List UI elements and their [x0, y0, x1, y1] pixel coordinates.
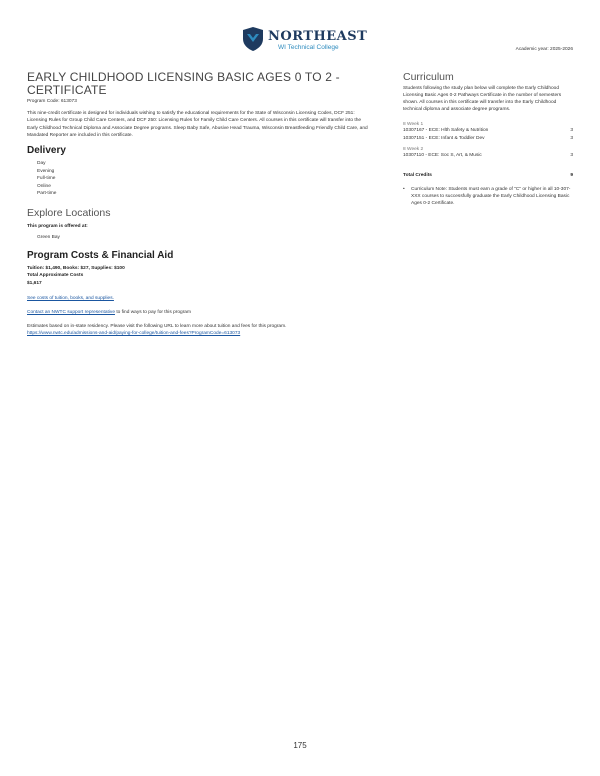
- program-column: [27, 71, 369, 337]
- estimate-note: Estimates based on in-state residency. Please visit the following URL to learn more about tuition and fees for this program.: [27, 324, 287, 330]
- shield-logo-icon: [242, 26, 264, 52]
- course-row: [403, 127, 573, 135]
- location-item: Green Bay: [37, 234, 60, 240]
- curriculum-intro: Students following the study plan below will complete the Early Childhood Licensing Basic Ages 0-2 Pathways Certificate in the number of semesters shown. All courses in this certificate will transfer into the Early Childhood technical diploma and associate degree programs.: [403, 86, 562, 112]
- term-label: 8 Week 2: [403, 147, 424, 152]
- total-credits-value: 9: [570, 172, 573, 178]
- total-cost-label: Total Approximate Costs: [27, 273, 84, 279]
- curriculum-column: [403, 71, 573, 207]
- course-credits: 3: [570, 135, 573, 141]
- course-name: 10307151 - ECE: Infant & Toddler Dev: [403, 135, 485, 141]
- delivery-item: Online: [37, 183, 51, 189]
- total-credits-label: Total Credits: [403, 172, 432, 178]
- delivery-item: Evening: [37, 168, 55, 174]
- delivery-item: Day: [37, 161, 46, 167]
- program-description: This nine-credit certificate is designed for individuals wishing to satisfy the educational requirements for the State of Wisconsin Licensing Codes, DCF 251: Licensing Rules for Group Child Care Centers, and DCF 250: Licensing Rules for Family Child Care Centers. All courses in this certificate will transfer into the Early Childhood Technical Diploma and Associate Degree programs. Sleep Baby Safe, Abusive Head Trauma, Wisconsin Breastfeeding Friendly Child Care, and Mandated Reporter are included in this certificate.: [27, 111, 368, 138]
- contact-support-link[interactable]: Contact an NWTC support representative: [27, 310, 115, 316]
- academic-year: Academic year: 2025-2026: [515, 47, 573, 52]
- program-code: Program Code: 613073: [27, 99, 77, 104]
- offered-at-label: This program is offered at:: [27, 223, 88, 229]
- total-cost-value: $1,617: [27, 280, 42, 286]
- course-name: 10307167 - ECE: Hlth Safety & Nutrition: [403, 128, 489, 133]
- location-list: [37, 235, 369, 240]
- curriculum-heading: Curriculum: [403, 71, 454, 83]
- delivery-item: Part-time: [37, 191, 57, 197]
- program-title: EARLY CHILDHOOD LICENSING BASIC AGES 0 TO 2 - CERTIFICATE: [27, 70, 340, 97]
- course-name: 10307110 - ECE: Soc S, Art, & Music: [403, 153, 482, 158]
- contact-line: [27, 309, 369, 316]
- logo-subtitle: WI Technical College: [278, 44, 339, 51]
- curriculum-note: • Curriculum Note: Students must earn a grade of "C" or higher in all 10-307-XXX courses to successfully graduate the Early Childhood Licensing Basic Ages 0-2 Certificate.: [403, 186, 573, 207]
- course-credits: 3: [570, 128, 573, 133]
- delivery-list: [37, 160, 369, 198]
- see-costs-link[interactable]: See costs of tuition, books, and supplies.: [27, 296, 114, 302]
- college-logo: [242, 26, 368, 56]
- course-credits: 3: [570, 153, 573, 158]
- cost-breakdown: Tuition: $1,490, Books: $27, Supplies: $100: [27, 265, 125, 271]
- delivery-heading: Delivery: [27, 145, 66, 157]
- locations-heading: Explore Locations: [27, 206, 111, 219]
- costs-heading: Program Costs & Financial Aid: [27, 249, 174, 261]
- total-credits-row: [403, 171, 573, 178]
- tuition-fees-url-link[interactable]: https://www.nwtc.edu/admissions-and-aid/paying-for-college/tuition-and-fees?ProgramCode=613073: [27, 331, 241, 337]
- course-row: [403, 152, 573, 160]
- term-label: 8 Week 1: [403, 122, 424, 127]
- course-row: [403, 135, 573, 143]
- logo-wordmark: NORTHEAST: [268, 29, 368, 44]
- page-number: 175: [293, 741, 307, 750]
- contact-suffix: to find ways to pay for this program: [114, 310, 191, 316]
- delivery-item: Full-time: [37, 176, 56, 182]
